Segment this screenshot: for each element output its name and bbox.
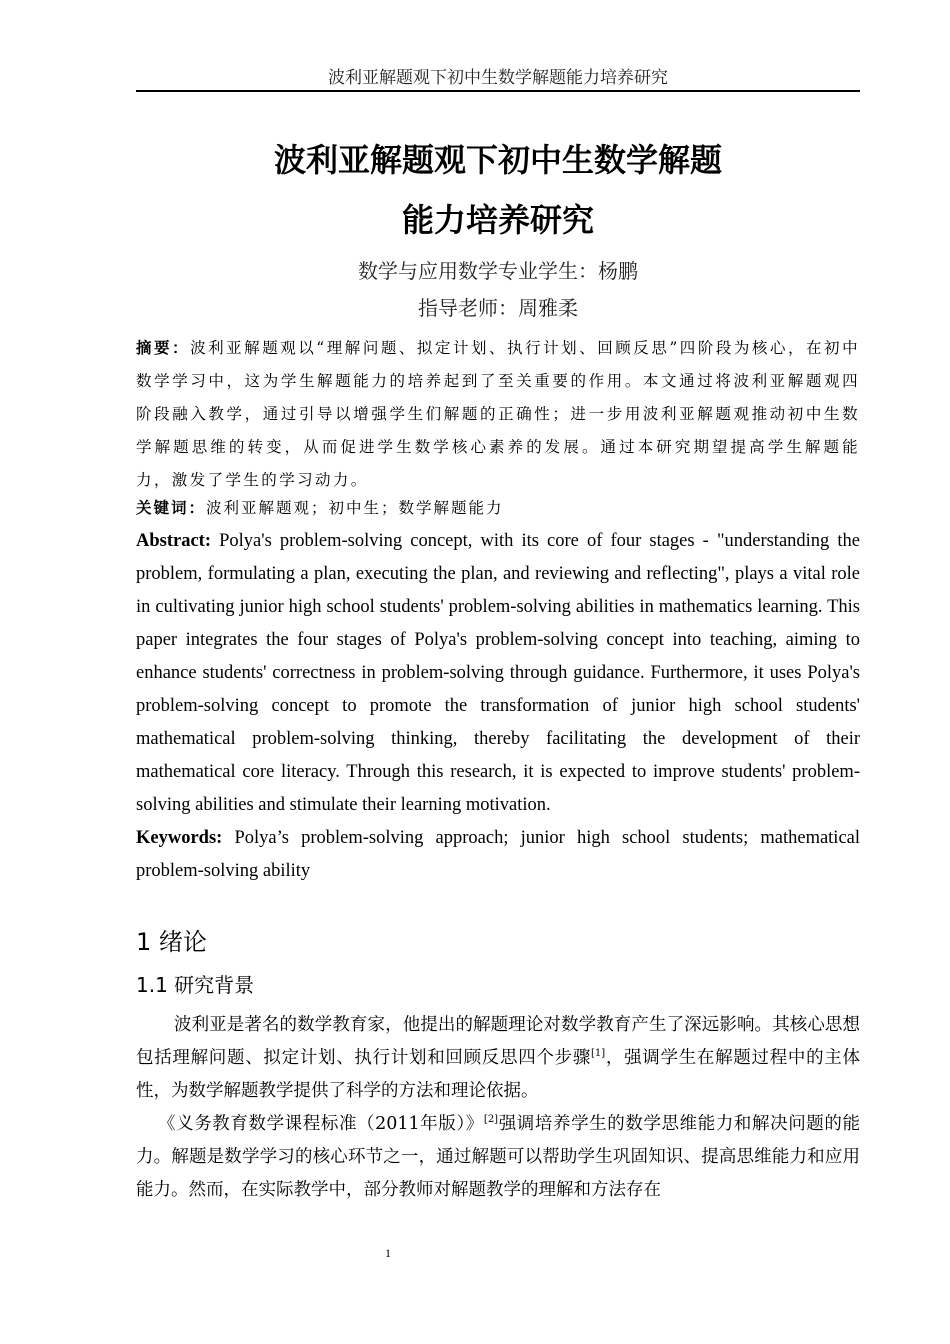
abstract-english-text: Polya's problem-solving concept, with its core of four stages - "understanding the problem, formulating a plan, executing the plan, and reviewing and reflecting", plays a vital role in cultivating junior high school students' problem-solving abilities in mathematics learning. This paper integrates the four stages of Polya's problem-solving concept into teaching, aiming to enhance students' correctness in problem-solving through guidance. Furthermore, it uses Polya's problem-solving concept to promote the transformation of junior high school students' mathematical problem-solving thinking, thereby facilitating the development of their mathematical core literacy. Through this research, it is expected to improve students' problem-solving abilities and stimulate their learning motivation. — [136, 531, 860, 815]
citation-1: [1] — [591, 1048, 606, 1060]
paragraph-1-text-a: 波利亚是著名的数学教育家，他提出的解题理论对数学教育产生了深远影响。其核心思想包括理解问题、拟定计划、执行计划和回顾反思四个步骤 — [136, 1015, 860, 1068]
page-number: 1 — [385, 1246, 391, 1260]
header-rule — [136, 90, 860, 92]
keywords-english-label: Keywords: — [136, 828, 223, 848]
abstract-english-label: Abstract: — [136, 531, 212, 551]
running-header: 波利亚解题观下初中生数学解题能力培养研究 — [328, 68, 668, 88]
section-heading-1: 1 绪论 — [136, 928, 207, 956]
abstract-english — [136, 525, 860, 822]
keywords-chinese-label: 关键词： — [136, 498, 207, 517]
body-paragraph-2 — [136, 1108, 860, 1207]
citation-2: [2] — [483, 1114, 499, 1126]
author-line: 数学与应用数学专业学生：杨鹏 — [358, 259, 638, 283]
body-paragraph-1 — [136, 1009, 860, 1108]
keywords-chinese-text: 波利亚解题观；初中生；数学解题能力 — [206, 499, 504, 517]
keywords-chinese — [136, 494, 860, 522]
title-line-2: 能力培养研究 — [401, 201, 594, 239]
section-heading-1-1: 1.1 研究背景 — [136, 973, 255, 997]
paragraph-1-text-b: ，强调学生在解题过程中的主体性，为数学解题教学提供了科学的方法和理论依据。 — [136, 1048, 861, 1101]
abstract-chinese-text: 波利亚解题观以“理解问题、拟定计划、执行计划、回顾反思”四阶段为核心，在初中数学学习中，这为学生解题能力的培养起到了至关重要的作用。本文通过将波利亚解题观四阶段融入教学，通过引导以增强学生们解题的正确性；进一步用波利亚解题观推动初中生数学解题思维的转变，从而促进学生数学核心素养的发展。通过本研究期望提高学生解题能力，激发了学生的学习动力。 — [136, 339, 860, 489]
keywords-english-text: Polya’s problem-solving approach; junior high school students; mathematical problem-solving ability — [136, 828, 861, 881]
advisor-line: 指导老师：周雅柔 — [418, 296, 578, 320]
keywords-english — [136, 822, 860, 888]
paragraph-2-text-a: 《义务教育数学课程标准（2011年版）》 — [158, 1114, 484, 1134]
title-line-1: 波利亚解题观下初中生数学解题 — [273, 141, 722, 179]
abstract-chinese-label: 摘要： — [136, 338, 191, 357]
abstract-chinese — [136, 331, 860, 497]
paragraph-2-text-b: 强调培养学生的数学思维能力和解决问题的能力。解题是数学学习的核心环节之一，通过解题可以帮助学生巩固知识、提高思维能力和应用能力。然而，在实际教学中，部分教师对解题教学的理解和方法存在 — [136, 1114, 861, 1200]
